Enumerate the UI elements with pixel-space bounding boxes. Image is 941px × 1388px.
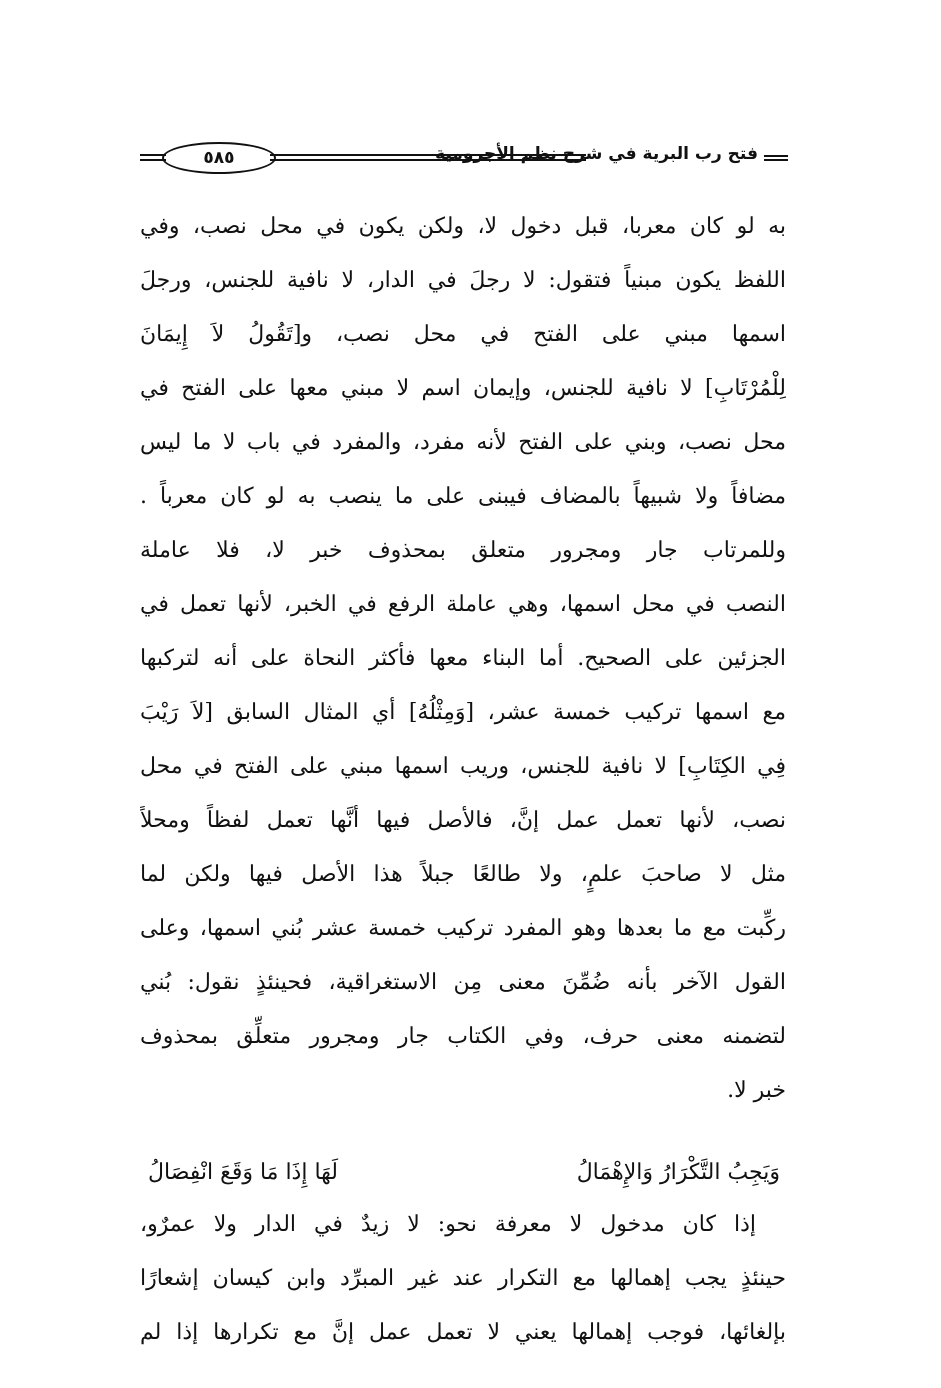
text-line: لِلْمُرْتَابِ] لا نافية للجنس، وإيمان اسم لا مبني معها على الفتح في [140, 376, 786, 401]
text-line: بإلغائها، فوجب إهمالها يعني لا تعمل عمل إنَّ مع تكرارها إذا لم [140, 1320, 786, 1345]
paragraph-3 [140, 1198, 786, 1360]
text-line: ركِّبت مع ما بعدها وهو المفرد تركيب خمسة عشر بُني اسمها، وعلى [140, 916, 786, 941]
text-line: وللمرتاب جار ومجرور متعلق بمحذوف خبر لا، فلا عاملة [140, 538, 786, 563]
text-line: مع اسمها تركيب خمسة عشر، [وَمِثْلُهُ] أي المثال السابق [لاَ رَيْبَ [140, 700, 786, 725]
header-rule-left [140, 154, 166, 161]
text-line: فِي الكِتَابِ] لا نافية للجنس، وريب اسمها مبني على الفتح في محل [140, 754, 786, 779]
text-line: خبر لا. [727, 1078, 786, 1103]
paragraph-1 [140, 200, 786, 524]
page-body [140, 200, 786, 1360]
page-number: ٥٨٥ [162, 142, 276, 174]
poem-verse [140, 1148, 786, 1198]
verse-second-hemistich: لَهَا إِذَا مَا وَقَعَ انْفِصَالُ [148, 1160, 339, 1185]
text-line: نصب، لأنها تعمل عمل إنَّ، فالأصل فيها أنَّها تعمل لفظاً ومحلاً [140, 808, 786, 833]
text-line: اللفظ يكون مبنياً فتقول: لا رجلَ في الدار، لا نافية للجنس، ورجلَ [140, 268, 786, 293]
verse-first-hemistich: وَيَجِبُ التَّكْرَارُ وَالإِهْمَالُ [576, 1160, 780, 1185]
text-line: النصب في محل اسمها، وهي عاملة الرفع في الخبر، لأنها تعمل في [140, 592, 786, 617]
text-line: مضافاً ولا شبيهاً بالمضاف فيبنى على ما ينصب به لو كان معرباً . [140, 484, 786, 509]
text-line: حينئذٍ يجب إهمالها مع التكرار عند غير المبرِّد وابن كيسان إشعارًا [140, 1266, 786, 1291]
text-line: لتضمنه معنى حرف، وفي الكتاب جار ومجرور متعلِّق بمحذوف [140, 1024, 786, 1049]
header-rule-right [764, 155, 788, 161]
header-rule-middle [270, 154, 586, 161]
text-line: القول الآخر بأنه ضُمِّنَ معنى مِن الاستغراقية، فحينئذٍ نقول: بُني [140, 970, 786, 995]
text-line: اسمها مبني على الفتح في محل نصب، و[تَقُولُ لاَ إِيمَانَ [140, 322, 786, 347]
book-title: فتح رب البرية في شرح نظم الأجرومية [435, 144, 758, 164]
text-line: محل نصب، وبني على الفتح لأنه مفرد، والمفرد في باب لا ما ليس [140, 430, 786, 455]
running-header [140, 140, 788, 176]
paragraph-2 [140, 524, 786, 1118]
text-line: الجزئين على الصحيح. أما البناء معها فأكثر النحاة على أنه لتركبها [140, 646, 786, 671]
text-line: إذا كان مدخول لا معرفة نحو: لا زيدٌ في الدار ولا عمرٌو، [140, 1212, 756, 1237]
text-line: مثل لا صاحبَ علمٍ، ولا طالعًا جبلاً هذا الأصل فيها ولكن لما [140, 862, 786, 887]
text-line: به لو كان معربا، قبل دخول لا، ولكن يكون في محل نصب، وفي [140, 214, 786, 239]
